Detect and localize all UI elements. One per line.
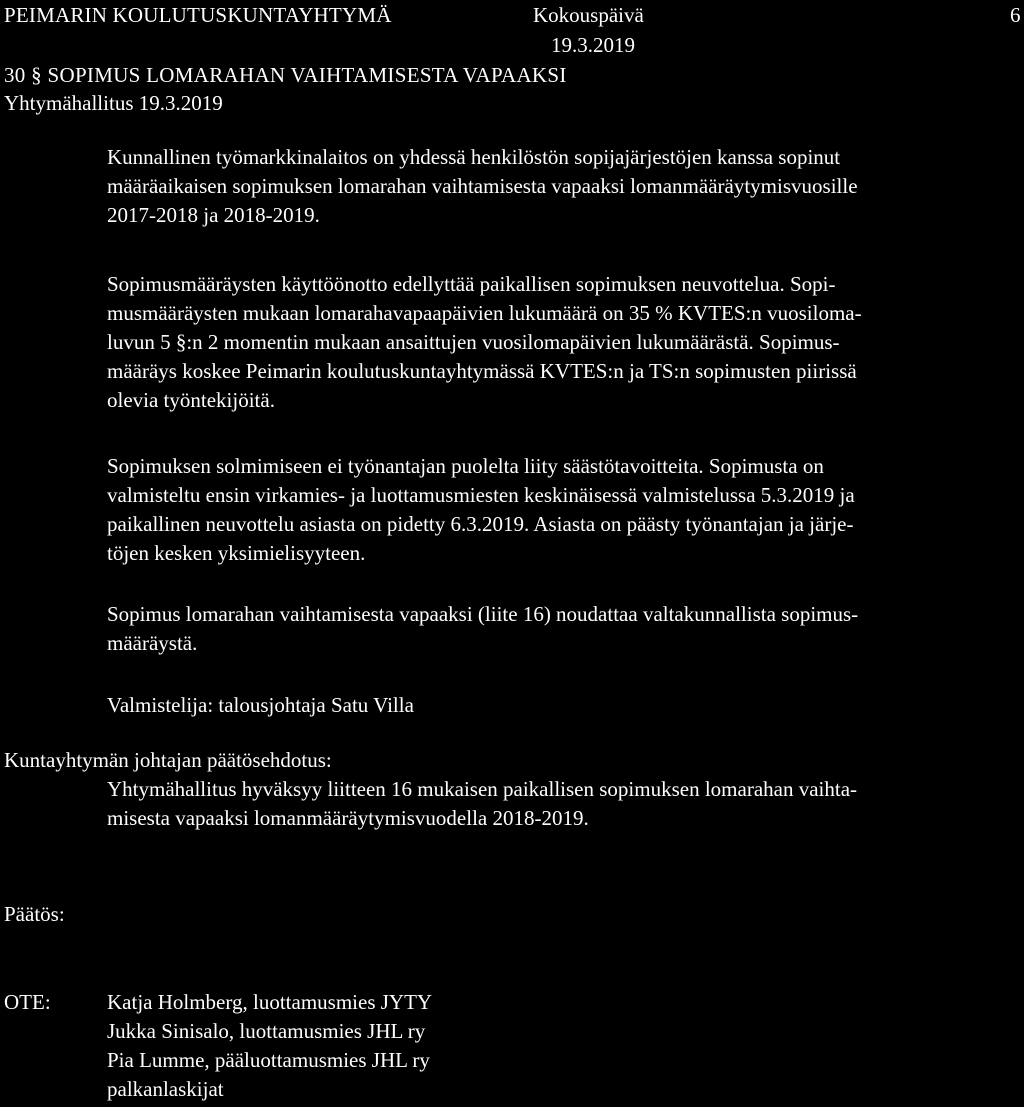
- page-number: 6: [1010, 3, 1021, 27]
- proposal-text: [107, 775, 857, 833]
- paragraph-line: luvun 5 §:n 2 momentin mukaan ansaittujen vuosilomapäivien lukumäärästä. Sopimus-: [107, 330, 840, 354]
- paragraph-line: töjen kesken yksimielisyyteen.: [107, 541, 366, 565]
- paragraph-line: olevia työntekijöitä.: [107, 388, 275, 412]
- list-item: palkanlaskijat: [107, 1077, 224, 1101]
- organization-name: PEIMARIN KOULUTUSKUNTAYHTYMÄ: [4, 3, 392, 27]
- paragraph-1: [107, 143, 858, 230]
- paragraph-4: [107, 600, 858, 658]
- decision-label: Päätös:: [4, 902, 65, 926]
- paragraph-line: musmääräysten mukaan lomarahavapaapäivien lukumäärä on 35 % KVTES:n vuosiloma-: [107, 301, 862, 325]
- paragraph-2: [107, 270, 862, 415]
- section-title: 30 § SOPIMUS LOMARAHAN VAIHTAMISESTA VAPAAKSI: [4, 63, 567, 87]
- board-meeting-date: Yhtymähallitus 19.3.2019: [4, 91, 223, 115]
- paragraph-line: paikallinen neuvottelu asiasta on pidetty 6.3.2019. Asiasta on päästy työnantajan ja järje-: [107, 512, 854, 536]
- paragraph-line: määräys koskee Peimarin koulutuskuntayhtymässä KVTES:n ja TS:n sopimusten piirissä: [107, 359, 857, 383]
- ote-recipient-list: [107, 988, 432, 1104]
- list-item: Pia Lumme, pääluottamusmies JHL ry: [107, 1048, 430, 1072]
- ote-label: OTE:: [4, 990, 51, 1014]
- list-item: Jukka Sinisalo, luottamusmies JHL ry: [107, 1019, 426, 1043]
- paragraph-3: [107, 452, 855, 568]
- proposal-heading: Kuntayhtymän johtajan päätösehdotus:: [4, 748, 332, 772]
- paragraph-line: määräystä.: [107, 631, 198, 655]
- meeting-date-label: Kokouspäivä: [533, 3, 644, 27]
- proposal-line: misesta vapaaksi lomanmääräytymisvuodella 2018-2019.: [107, 806, 589, 830]
- paragraph-line: Valmistelija: talousjohtaja Satu Villa: [107, 693, 414, 717]
- paragraph-line: Kunnallinen työmarkkinalaitos on yhdessä henkilöstön sopijajärjestöjen kanssa sopinut: [107, 145, 841, 169]
- paragraph-line: valmisteltu ensin virkamies- ja luottamusmiesten keskinäisessä valmistelussa 5.3.2019 ja: [107, 483, 855, 507]
- paragraph-line: Sopimusmääräysten käyttöönotto edellyttää paikallisen sopimuksen neuvottelua. Sopi-: [107, 272, 836, 296]
- meeting-date: 19.3.2019: [551, 33, 635, 57]
- paragraph-line: määräaikaisen sopimuksen lomarahan vaihtamisesta vapaaksi lomanmääräytymisvuosille: [107, 174, 858, 198]
- preparer-line: [107, 691, 414, 720]
- proposal-line: Yhtymähallitus hyväksyy liitteen 16 mukaisen paikallisen sopimuksen lomarahan vaihta-: [107, 777, 858, 801]
- paragraph-line: Sopimus lomarahan vaihtamisesta vapaaksi (liite 16) noudattaa valtakunnallista sopimus-: [107, 602, 859, 626]
- list-item: Katja Holmberg, luottamusmies JYTY: [107, 990, 433, 1014]
- paragraph-line: 2017-2018 ja 2018-2019.: [107, 203, 320, 227]
- paragraph-line: Sopimuksen solmimiseen ei työnantajan puolelta liity säästötavoitteita. Sopimusta on: [107, 454, 824, 478]
